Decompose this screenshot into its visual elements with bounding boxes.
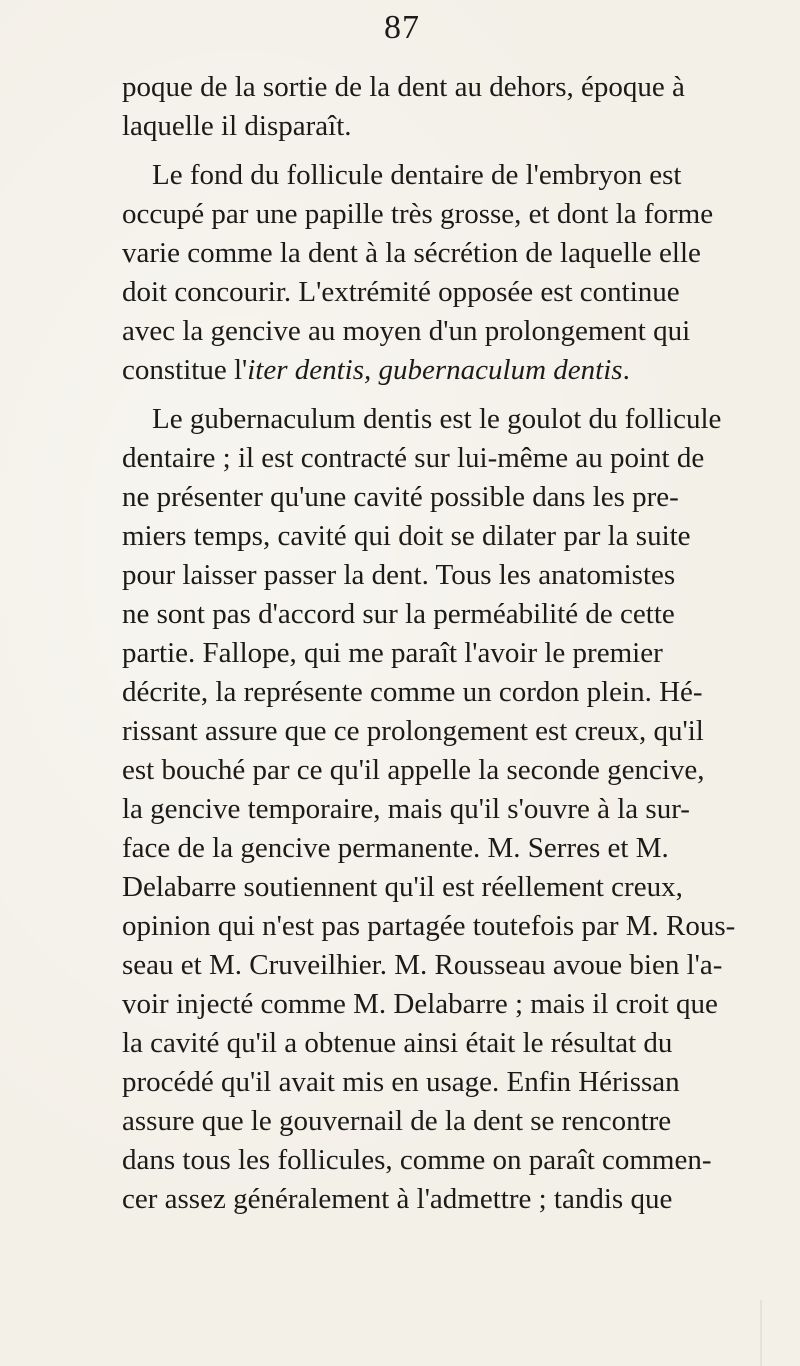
text-line: rissant assure que ce prolongement est creux, qu'il: [122, 715, 704, 747]
text-line: la gencive temporaire, mais qu'il s'ouvre à la sur-: [122, 793, 690, 825]
line-suffix: .: [622, 354, 630, 386]
text-line: ne sont pas d'accord sur la perméabilité de cette: [122, 598, 675, 630]
line-prefix: constitue l': [122, 354, 248, 386]
text-line: partie. Fallope, qui me paraît l'avoir le premier: [122, 637, 663, 669]
text-line: miers temps, cavité qui doit se dilater par la suite: [122, 520, 691, 552]
text-line: Le fond du follicule dentaire de l'embryon est: [152, 159, 682, 191]
text-line: pour laisser passer la dent. Tous les anatomistes: [122, 559, 676, 591]
text-line: seau et M. Cruveilhier. M. Rousseau avoue bien l'a-: [122, 949, 723, 981]
text-line: laquelle il disparaît.: [122, 110, 352, 142]
text-line: la cavité qu'il a obtenue ainsi était le résultat du: [122, 1027, 673, 1059]
latin-term: iter dentis, gubernaculum dentis: [247, 354, 623, 386]
text-line: opinion qui n'est pas partagée toutefois par M. Rous-: [122, 910, 736, 942]
text-line: Delabarre soutiennent qu'il est réellement creux,: [122, 871, 683, 903]
text-line: face de la gencive permanente. M. Serres et M.: [122, 832, 669, 864]
text-line: décrite, la représente comme un cordon plein. Hé-: [122, 676, 703, 708]
text-line: Le gubernaculum dentis est le goulot du follicule: [152, 403, 722, 435]
body-text: [122, 68, 736, 1219]
text-line: occupé par une papille très grosse, et dont la forme: [122, 198, 714, 230]
text-line: dentaire ; il est contracté sur lui-même au point de: [122, 442, 705, 474]
text-line: est bouché par ce qu'il appelle la seconde gencive,: [122, 754, 705, 786]
text-line: voir injecté comme M. Delabarre ; mais il croit que: [122, 988, 718, 1020]
text-line: cer assez généralement à l'admettre ; tandis que: [122, 1183, 673, 1215]
page-number: 87: [384, 9, 420, 46]
text-line: assure que le gouvernail de la dent se rencontre: [122, 1105, 672, 1137]
text-line: doit concourir. L'extrémité opposée est continue: [122, 276, 680, 308]
text-line: procédé qu'il avait mis en usage. Enfin Hérissan: [122, 1066, 680, 1098]
text-line: dans tous les follicules, comme on paraît commen-: [122, 1144, 712, 1176]
text-line-with-italic: [122, 351, 658, 390]
text-line: varie comme la dent à la sécrétion de laquelle elle: [122, 237, 701, 269]
text-line: avec la gencive au moyen d'un prolongement qui: [122, 315, 691, 347]
text-line: ne présenter qu'une cavité possible dans les pre-: [122, 481, 679, 513]
text-line: poque de la sortie de la dent au dehors, époque à: [122, 71, 685, 103]
page-edge-shadow: [760, 1300, 762, 1366]
